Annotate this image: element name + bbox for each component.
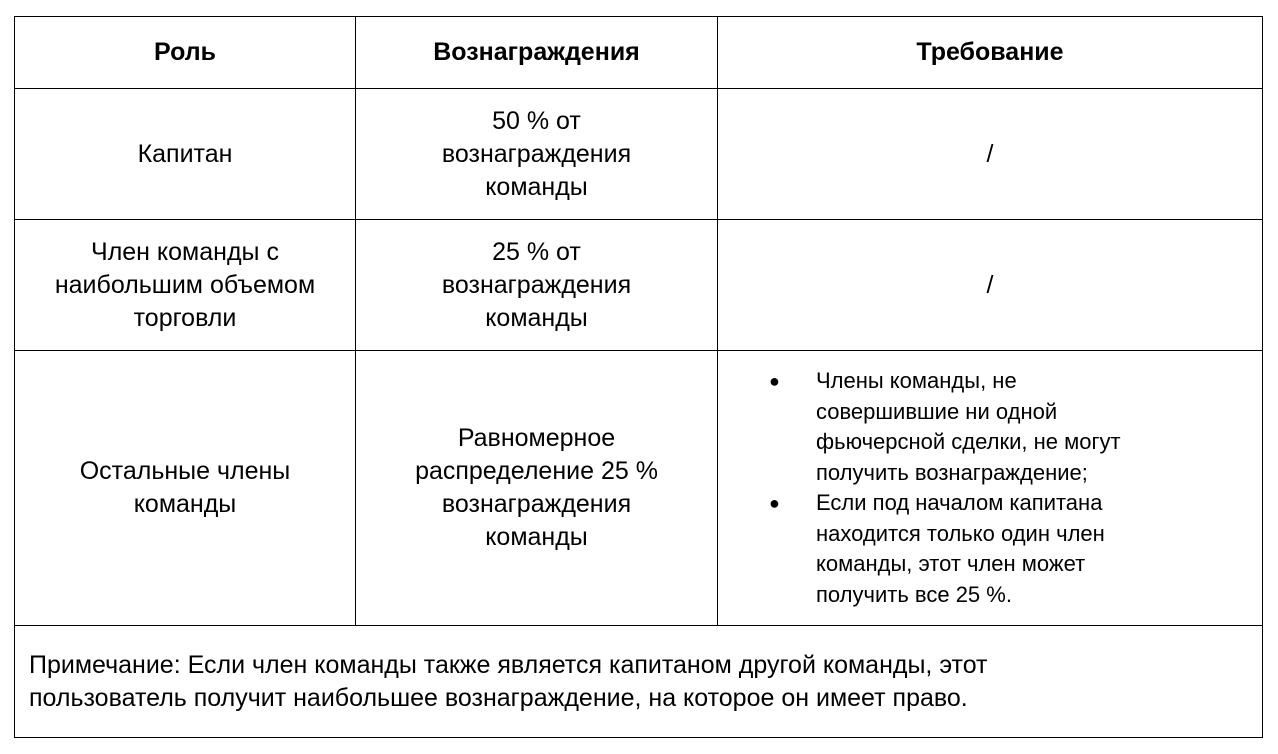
reward-text: 50 % от: [492, 106, 581, 135]
requirement-cell: /: [718, 220, 1263, 351]
requirement-cell: [718, 351, 1263, 626]
note-row: [15, 626, 1263, 738]
requirement-text: Члены команды, не: [816, 368, 1017, 393]
requirement-text: получить все 25 %.: [816, 581, 1012, 607]
note-cell: [15, 626, 1263, 738]
header-rewards: Вознаграждения: [356, 17, 718, 89]
reward-text: распределение 25 %: [415, 457, 658, 485]
header-role: Роль: [15, 17, 356, 89]
reward-text: вознаграждения: [441, 139, 632, 168]
role-text: Остальные члены: [79, 457, 291, 485]
requirement-text: совершившие ни одной: [816, 398, 1058, 424]
header-requirement: Требование: [718, 17, 1263, 89]
reward-text: команды: [485, 523, 588, 551]
reward-text: команды: [485, 303, 588, 332]
role-text: наибольшим объемом: [54, 270, 316, 299]
reward-cell: [356, 351, 718, 626]
role-cell: [15, 351, 356, 626]
header-row: [15, 17, 1263, 89]
bullet-icon: ●: [769, 371, 780, 391]
role-cell: [15, 89, 356, 220]
requirement-list: [718, 366, 1262, 610]
list-item: [769, 488, 1262, 610]
reward-text: вознаграждения: [441, 490, 632, 518]
requirement-text: Если под началом капитана: [816, 490, 1103, 515]
reward-text: Равномерное: [457, 424, 616, 452]
role-text: торговли: [133, 303, 237, 332]
rewards-table: [14, 16, 1263, 738]
reward-cell: [356, 89, 718, 220]
role-text: Капитан: [137, 139, 233, 168]
reward-text: команды: [485, 172, 588, 201]
table-row: [15, 220, 1263, 351]
requirement-text: команды, этот член может: [816, 551, 1086, 576]
role-text: Член команды с: [91, 237, 279, 266]
requirement-text: находится только один член: [816, 520, 1105, 546]
note-text: Примечание: Если член команды также является капитаном другой команды, этот: [29, 650, 988, 679]
requirement-text: получить вознаграждение;: [816, 459, 1088, 485]
reward-cell: [356, 220, 718, 351]
table-row: [15, 89, 1263, 220]
reward-text: 25 % от: [492, 237, 581, 266]
role-text: команды: [133, 490, 237, 518]
requirement-text: фьючерсной сделки, не могут: [816, 429, 1121, 454]
reward-text: вознаграждения: [441, 270, 632, 299]
note-text: пользователь получит наибольшее вознаграждение, на которое он имеет право.: [29, 683, 968, 712]
bullet-icon: ●: [769, 493, 780, 513]
table-row: [15, 351, 1263, 626]
requirement-cell: /: [718, 89, 1263, 220]
list-item: [769, 366, 1262, 488]
role-cell: [15, 220, 356, 351]
